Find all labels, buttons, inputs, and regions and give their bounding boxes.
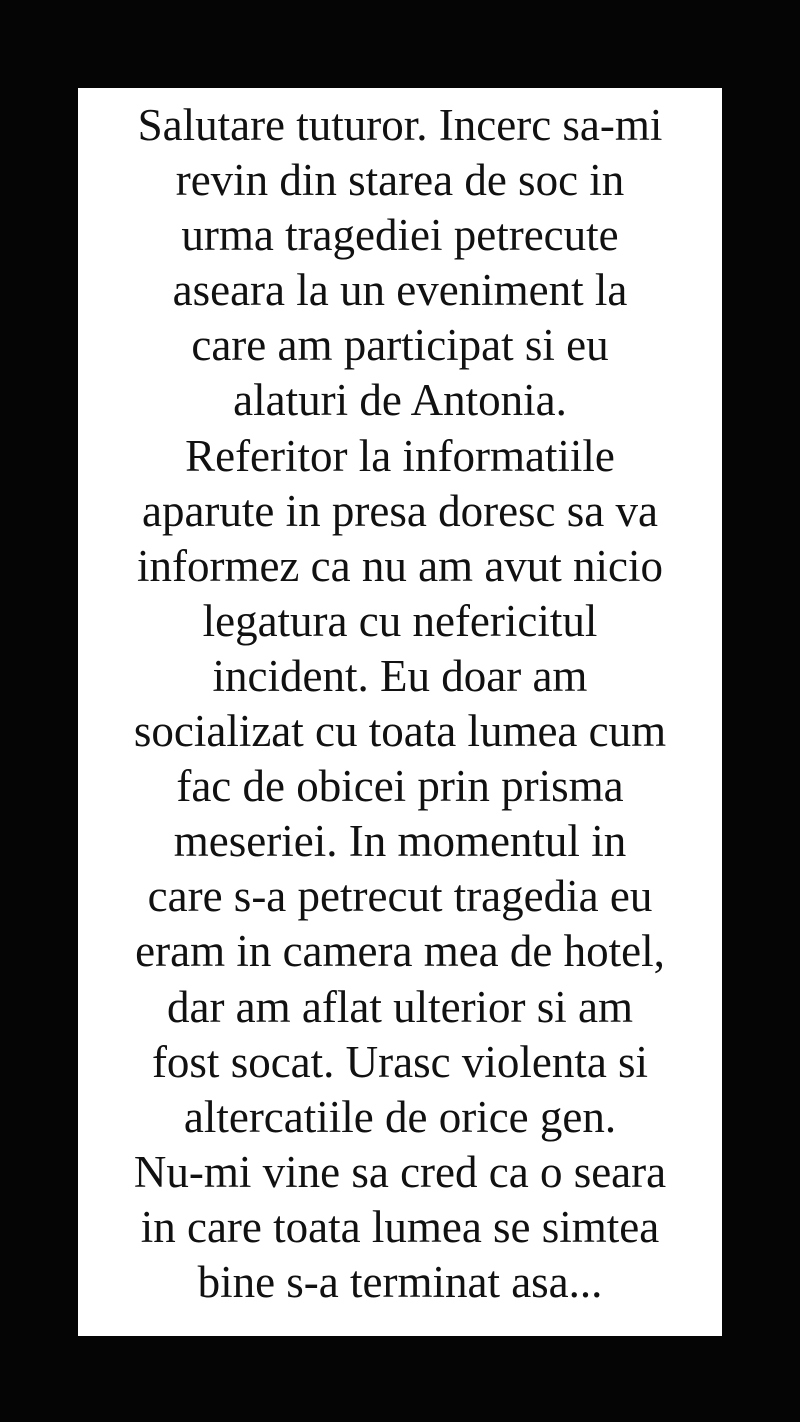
statement-line: socializat cu toata lumea cum: [133, 706, 667, 757]
statement-line: aseara la un eveniment la: [172, 265, 628, 316]
statement-line: altercatiile de orice gen.: [183, 1091, 617, 1142]
statement-line: fac de obicei prin prisma: [176, 761, 624, 812]
statement-line: alaturi de Antonia.: [233, 375, 567, 426]
statement-line: fost socat. Urasc violenta si: [151, 1036, 649, 1087]
statement-line: urma tragediei petrecute: [181, 210, 619, 261]
statement-line: revin din starea de soc in: [175, 155, 625, 206]
statement-line: bine s-a terminat asa...: [197, 1256, 603, 1307]
statement-line: dar am aflat ulterior si am: [166, 981, 634, 1032]
statement-card: [78, 88, 722, 1336]
statement-line: incident. Eu doar am: [212, 650, 588, 701]
statement-line: informez ca nu am avut nicio: [136, 540, 664, 591]
statement-line: legatura cu nefericitul: [202, 595, 598, 646]
statement-line: Nu-mi vine sa cred ca o seara: [133, 1146, 667, 1197]
statement-line: Salutare tuturor. Incerc sa-mi: [137, 100, 663, 150]
statement-line: eram in camera mea de hotel,: [135, 926, 665, 977]
statement-line: in care toata lumea se simtea: [140, 1201, 660, 1252]
statement-line: aparute in presa doresc sa va: [141, 485, 658, 536]
statement-line: care am participat si eu: [191, 320, 609, 371]
statement-line: Referitor la informatiile: [185, 430, 615, 481]
statement-line: meseriei. In momentul in: [173, 816, 627, 867]
statement-line: care s-a petrecut tragedia eu: [147, 871, 653, 922]
statement-text: [78, 88, 722, 1310]
